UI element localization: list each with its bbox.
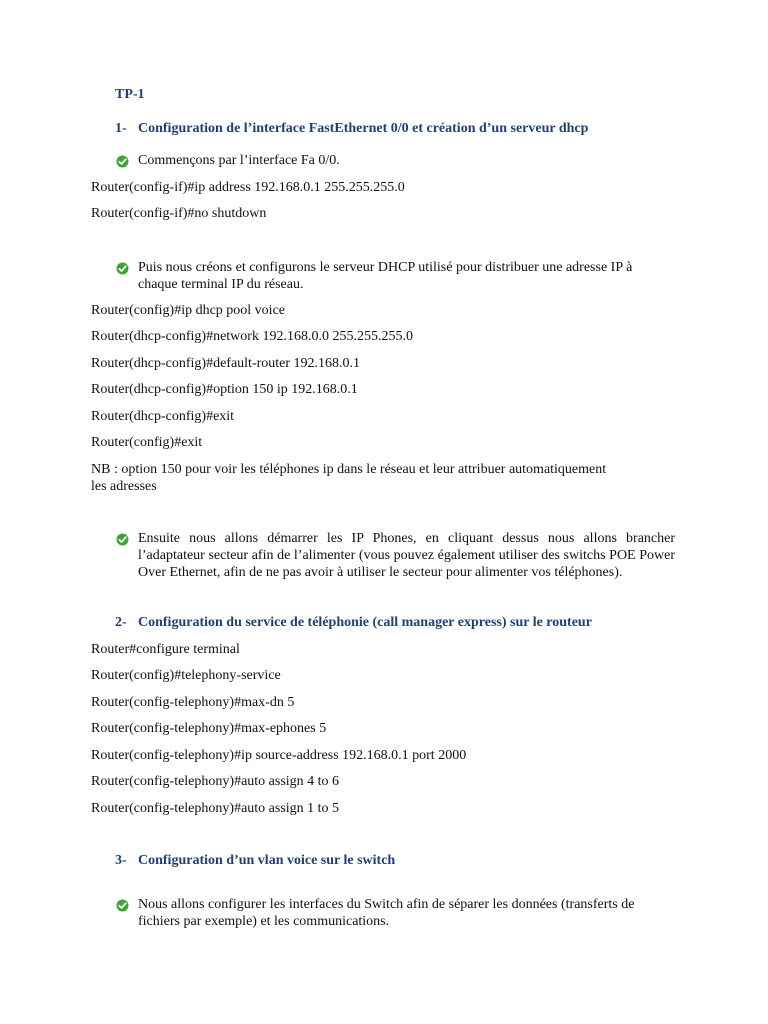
note-line-2: les adresses xyxy=(91,479,157,494)
command-line: Router(dhcp-config)#exit xyxy=(91,409,235,424)
command-line: Router(config)#telephony-service xyxy=(91,668,281,683)
document-title: TP-1 xyxy=(115,87,145,102)
command-line: Router(config-telephony)#auto assign 1 to 5 xyxy=(91,801,340,816)
bullet-2-text: Puis nous créons et configurons le serveur DHCP utilisé pour distribuer une adresse IP à chaque terminal IP du réseau. xyxy=(138,260,633,292)
check-bullet-icon xyxy=(116,262,129,275)
command-line: Router(dhcp-config)#network 192.168.0.0 255.255.255.0 xyxy=(91,329,413,344)
command-line: Router(dhcp-config)#default-router 192.168.0.1 xyxy=(91,356,361,371)
check-bullet-icon xyxy=(116,533,129,546)
bullet-3-text: Ensuite nous allons démarrer les IP Phones, en cliquant dessus nous allons brancher l’adaptateur secteur afin de l’alimenter (vous pouvez également utiliser des switchs POE Power Over Ethernet, afin de ne pas avoir à utiliser le secteur pour alimenter vos téléphones). xyxy=(138,531,675,580)
command-line: Router(config-if)#ip address 192.168.0.1 255.255.255.0 xyxy=(91,180,405,195)
command-line: Router(config-telephony)#auto assign 4 to 6 xyxy=(91,774,340,789)
bullet-1-text: Commençons par l’interface Fa 0/0. xyxy=(138,153,340,168)
command-line: Router(config-if)#no shutdown xyxy=(91,206,267,221)
command-line: Router(config-telephony)#ip source-address 192.168.0.1 port 2000 xyxy=(91,748,467,763)
command-line: Router(dhcp-config)#option 150 ip 192.168.0.1 xyxy=(91,382,358,397)
command-line: Router(config)#exit xyxy=(91,435,203,450)
check-bullet-icon xyxy=(116,155,129,168)
section-2-title: Configuration du service de téléphonie (call manager express) sur le routeur xyxy=(138,615,592,630)
command-line: Router(config-telephony)#max-ephones 5 xyxy=(91,721,327,736)
section-2-number: 2- xyxy=(115,615,127,630)
section-1-number: 1- xyxy=(115,121,127,136)
section-2-heading xyxy=(115,614,592,631)
section-3-heading xyxy=(115,852,395,869)
section-1-heading xyxy=(115,120,588,137)
command-line: Router(config-telephony)#max-dn 5 xyxy=(91,695,295,710)
command-line: Router#configure terminal xyxy=(91,642,240,657)
bullet-4-text: Nous allons configurer les interfaces du Switch afin de séparer les données (transferts de fichiers par exemple) et les communications. xyxy=(138,897,635,929)
check-bullet-icon xyxy=(116,899,129,912)
command-line: Router(config)#ip dhcp pool voice xyxy=(91,303,286,318)
section-1-title: Configuration de l’interface FastEthernet 0/0 et création d’un serveur dhcp xyxy=(138,121,589,136)
section-3-title: Configuration d’un vlan voice sur le switch xyxy=(138,853,396,868)
section-3-number: 3- xyxy=(115,853,127,868)
note-line-1: NB : option 150 pour voir les téléphones ip dans le réseau et leur attribuer automatiquement xyxy=(91,462,607,477)
